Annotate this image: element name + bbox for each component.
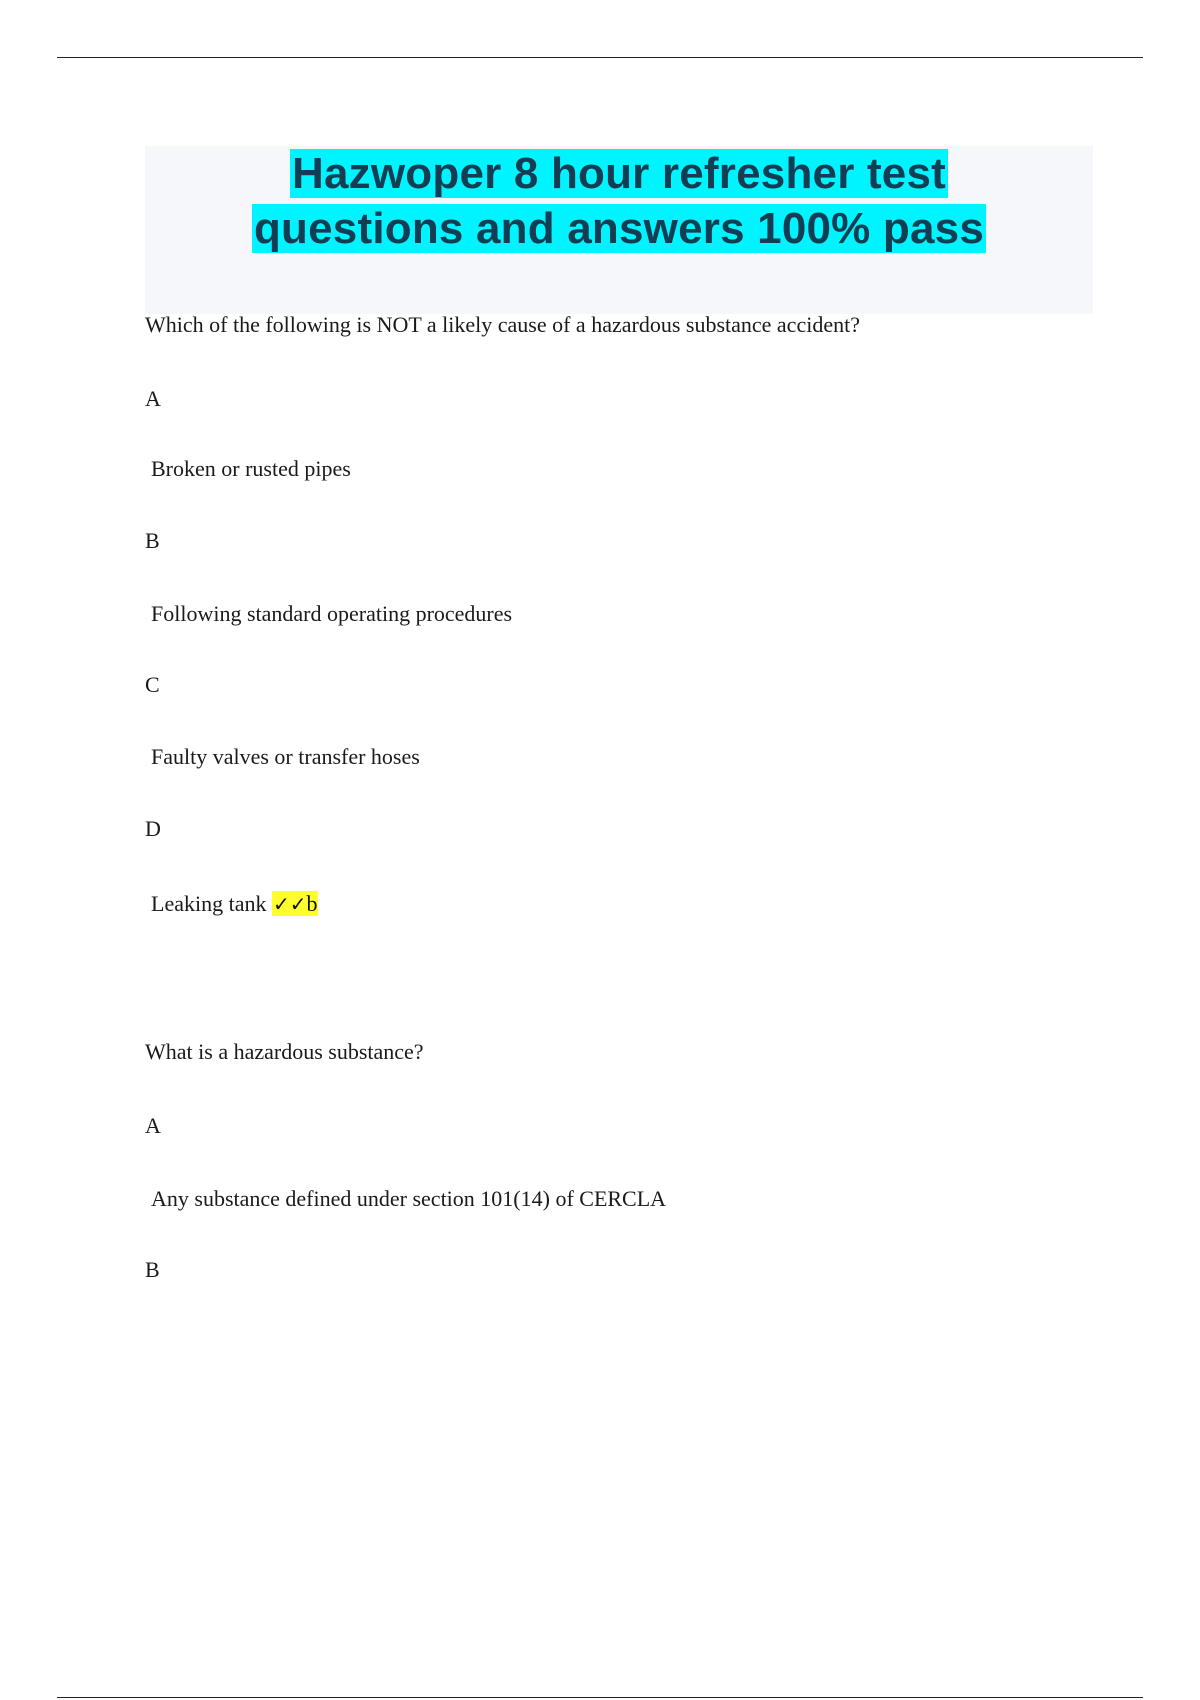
question-1-option-b-letter: B bbox=[145, 528, 160, 553]
question-1-option-c-text: Faulty valves or transfer hoses bbox=[151, 744, 420, 769]
question-1-prompt: Which of the following is NOT a likely cause of a hazardous substance accident? bbox=[145, 312, 860, 337]
question-1-option-d-line bbox=[151, 890, 318, 918]
title-line-2: questions and answers 100% pass bbox=[253, 204, 985, 253]
question-1-option-a-text: Broken or rusted pipes bbox=[151, 456, 351, 481]
correct-answer-letter: b bbox=[306, 891, 318, 916]
question-1-option-b-text: Following standard operating procedures bbox=[151, 601, 513, 626]
double-check-icon: ✓✓ bbox=[272, 892, 307, 916]
page-title bbox=[145, 146, 1093, 256]
footer-rule bbox=[57, 1697, 1143, 1698]
title-line-1: Hazwoper 8 hour refresher test bbox=[292, 149, 946, 198]
question-1-option-a-letter: A bbox=[145, 386, 161, 411]
correct-answer-mark bbox=[272, 891, 319, 916]
question-2-prompt: What is a hazardous substance? bbox=[145, 1039, 424, 1064]
question-2-option-b-letter: B bbox=[145, 1257, 160, 1282]
header-rule bbox=[57, 57, 1143, 58]
question-1-option-d-letter: D bbox=[145, 816, 161, 841]
question-2-option-a-text: Any substance defined under section 101(14) of CERCLA bbox=[151, 1186, 667, 1211]
question-1-option-c-letter: C bbox=[145, 672, 160, 697]
question-1-option-d-text: Leaking tank bbox=[151, 891, 267, 916]
question-2-option-a-letter: A bbox=[145, 1113, 161, 1138]
